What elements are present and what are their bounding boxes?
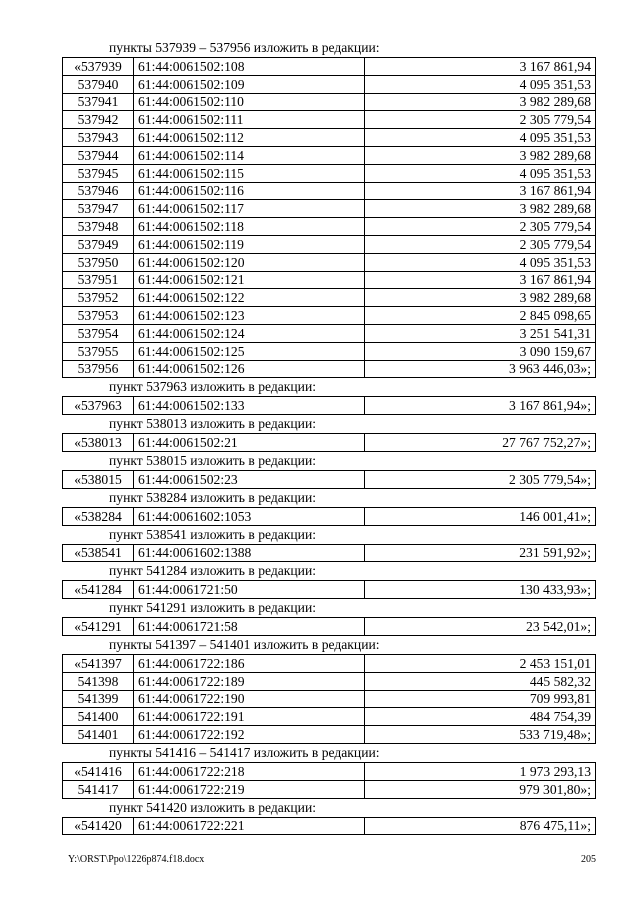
item-number: «538541: [63, 544, 134, 562]
cadastral-table: [62, 396, 596, 415]
cadastral-number: 61:44:0061502:23: [134, 470, 365, 488]
table-row: [63, 58, 596, 76]
cadastral-number: 61:44:0061502:21: [134, 434, 365, 452]
cadastral-number: 61:44:0061502:117: [134, 200, 365, 218]
cadastral-table: [62, 580, 596, 599]
cadastral-number: 61:44:0061502:125: [134, 342, 365, 360]
cadastral-value: 484 754,39: [365, 708, 596, 726]
item-number: «541284: [63, 581, 134, 599]
cadastral-table: [62, 617, 596, 636]
section-intro: пункт 538015 изложить в редакции:: [109, 452, 317, 468]
cadastral-value: 3 167 861,94»;: [365, 397, 596, 415]
cadastral-number: 61:44:0061502:111: [134, 111, 365, 129]
cadastral-number: 61:44:0061722:219: [134, 780, 365, 798]
table-row: [63, 307, 596, 325]
cadastral-table: [62, 507, 596, 526]
cadastral-number: 61:44:0061502:120: [134, 253, 365, 271]
cadastral-value: 2 305 779,54: [365, 218, 596, 236]
table-row: [63, 324, 596, 342]
cadastral-number: 61:44:0061722:192: [134, 726, 365, 744]
item-number: 537949: [63, 235, 134, 253]
cadastral-number: 61:44:0061502:133: [134, 397, 365, 415]
table-row: [63, 111, 596, 129]
item-number: 541401: [63, 726, 134, 744]
item-number: «537963: [63, 397, 134, 415]
item-number: 541398: [63, 672, 134, 690]
item-number: 537940: [63, 75, 134, 93]
cadastral-number: 61:44:0061502:121: [134, 271, 365, 289]
cadastral-value: 2 305 779,54»;: [365, 470, 596, 488]
table-row: [63, 218, 596, 236]
table-row: [63, 654, 596, 672]
cadastral-number: 61:44:0061502:118: [134, 218, 365, 236]
item-number: 537947: [63, 200, 134, 218]
table-row: [63, 507, 596, 525]
cadastral-value: 4 095 351,53: [365, 75, 596, 93]
cadastral-value: 3 982 289,68: [365, 93, 596, 111]
cadastral-table: [62, 817, 596, 836]
cadastral-value: 3 982 289,68: [365, 289, 596, 307]
table-row: [63, 470, 596, 488]
table-row: [63, 708, 596, 726]
cadastral-number: 61:44:0061502:112: [134, 129, 365, 147]
cadastral-value: 3 167 861,94: [365, 271, 596, 289]
table-row: [63, 146, 596, 164]
item-number: «538015: [63, 470, 134, 488]
cadastral-value: 3 090 159,67: [365, 342, 596, 360]
section-intro: пункт 538541 изложить в редакции:: [109, 526, 317, 542]
cadastral-number: 61:44:0061502:108: [134, 58, 365, 76]
item-number: 537946: [63, 182, 134, 200]
item-number: 537944: [63, 146, 134, 164]
item-number: 537943: [63, 129, 134, 147]
cadastral-table: [62, 762, 596, 799]
cadastral-table: [62, 470, 596, 489]
cadastral-number: 61:44:0061502:126: [134, 360, 365, 378]
cadastral-value: 1 973 293,13: [365, 762, 596, 780]
item-number: 537948: [63, 218, 134, 236]
cadastral-number: 61:44:0061722:191: [134, 708, 365, 726]
cadastral-value: 27 767 752,27»;: [365, 434, 596, 452]
cadastral-number: 61:44:0061502:109: [134, 75, 365, 93]
table-row: [63, 434, 596, 452]
item-number: 541400: [63, 708, 134, 726]
item-number: 537954: [63, 324, 134, 342]
cadastral-value: 3 982 289,68: [365, 146, 596, 164]
cadastral-number: 61:44:0061502:122: [134, 289, 365, 307]
cadastral-number: 61:44:0061502:114: [134, 146, 365, 164]
table-row: [63, 817, 596, 835]
item-number: 541399: [63, 690, 134, 708]
cadastral-value: 979 301,80»;: [365, 780, 596, 798]
cadastral-value: 231 591,92»;: [365, 544, 596, 562]
table-row: [63, 200, 596, 218]
cadastral-value: 146 001,41»;: [365, 507, 596, 525]
table-row: [63, 360, 596, 378]
item-number: 537951: [63, 271, 134, 289]
cadastral-value: 4 095 351,53: [365, 129, 596, 147]
cadastral-number: 61:44:0061502:116: [134, 182, 365, 200]
table-row: [63, 780, 596, 798]
item-number: 537950: [63, 253, 134, 271]
table-row: [63, 581, 596, 599]
cadastral-number: 61:44:0061721:58: [134, 618, 365, 636]
item-number: 537952: [63, 289, 134, 307]
page-footer: [62, 854, 596, 868]
table-row: [63, 762, 596, 780]
table-row: [63, 75, 596, 93]
section-intro: пункт 538013 изложить в редакции:: [109, 416, 317, 432]
cadastral-value: 876 475,11»;: [365, 817, 596, 835]
section-intro: пункты 541397 – 541401 изложить в редакции:: [109, 636, 380, 652]
item-number: «541291: [63, 618, 134, 636]
cadastral-number: 61:44:0061722:218: [134, 762, 365, 780]
item-number: 537941: [63, 93, 134, 111]
cadastral-value: 4 095 351,53: [365, 253, 596, 271]
item-number: 537953: [63, 307, 134, 325]
cadastral-number: 61:44:0061722:190: [134, 690, 365, 708]
cadastral-number: 61:44:0061722:186: [134, 654, 365, 672]
table-row: [63, 235, 596, 253]
cadastral-value: 2 845 098,65: [365, 307, 596, 325]
cadastral-number: 61:44:0061602:1053: [134, 507, 365, 525]
cadastral-number: 61:44:0061502:123: [134, 307, 365, 325]
cadastral-number: 61:44:0061602:1388: [134, 544, 365, 562]
cadastral-value: 23 542,01»;: [365, 618, 596, 636]
cadastral-number: 61:44:0061502:110: [134, 93, 365, 111]
table-row: [63, 690, 596, 708]
item-number: «538284: [63, 507, 134, 525]
table-row: [63, 672, 596, 690]
cadastral-table: [62, 654, 596, 744]
item-number: 537942: [63, 111, 134, 129]
item-number: «538013: [63, 434, 134, 452]
item-number: 537955: [63, 342, 134, 360]
cadastral-value: 2 305 779,54: [365, 111, 596, 129]
section-intro: пункт 537963 изложить в редакции:: [109, 379, 317, 395]
cadastral-value: 445 582,32: [365, 672, 596, 690]
item-number: 541417: [63, 780, 134, 798]
table-row: [63, 182, 596, 200]
cadastral-value: 533 719,48»;: [365, 726, 596, 744]
cadastral-value: 3 982 289,68: [365, 200, 596, 218]
table-row: [63, 544, 596, 562]
cadastral-number: 61:44:0061502:115: [134, 164, 365, 182]
table-row: [63, 93, 596, 111]
item-number: 537956: [63, 360, 134, 378]
cadastral-table: [62, 57, 596, 378]
cadastral-value: 4 095 351,53: [365, 164, 596, 182]
cadastral-value: 130 433,93»;: [365, 581, 596, 599]
table-row: [63, 618, 596, 636]
cadastral-number: 61:44:0061722:221: [134, 817, 365, 835]
cadastral-value: 3 963 446,03»;: [365, 360, 596, 378]
section-intro: пункты 541416 – 541417 изложить в редакции:: [109, 744, 380, 760]
cadastral-value: 3 167 861,94: [365, 58, 596, 76]
cadastral-table: [62, 433, 596, 452]
cadastral-number: 61:44:0061721:50: [134, 581, 365, 599]
table-row: [63, 289, 596, 307]
section-intro: пункт 538284 изложить в редакции:: [109, 489, 317, 505]
cadastral-value: 709 993,81: [365, 690, 596, 708]
item-number: «537939: [63, 58, 134, 76]
item-number: «541397: [63, 654, 134, 672]
cadastral-value: 3 167 861,94: [365, 182, 596, 200]
table-row: [63, 253, 596, 271]
table-row: [63, 164, 596, 182]
cadastral-value: 3 251 541,31: [365, 324, 596, 342]
cadastral-number: 61:44:0061722:189: [134, 672, 365, 690]
item-number: «541420: [63, 817, 134, 835]
section-intro: пункты 537939 – 537956 изложить в редакции:: [109, 40, 380, 55]
cadastral-number: 61:44:0061502:119: [134, 235, 365, 253]
document-body: [62, 39, 596, 835]
table-row: [63, 342, 596, 360]
file-path: Y:\ORST\Ppo\1226p874.f18.docx: [68, 854, 205, 865]
table-row: [63, 129, 596, 147]
item-number: 537945: [63, 164, 134, 182]
table-row: [63, 726, 596, 744]
section-intro: пункт 541420 изложить в редакции:: [109, 799, 317, 815]
page-number: 205: [581, 854, 596, 865]
table-row: [63, 397, 596, 415]
item-number: «541416: [63, 762, 134, 780]
table-row: [63, 271, 596, 289]
cadastral-value: 2 453 151,01: [365, 654, 596, 672]
section-intro: пункт 541291 изложить в редакции:: [109, 600, 317, 616]
cadastral-value: 2 305 779,54: [365, 235, 596, 253]
cadastral-table: [62, 544, 596, 563]
section-intro: пункт 541284 изложить в редакции:: [109, 563, 317, 579]
cadastral-number: 61:44:0061502:124: [134, 324, 365, 342]
